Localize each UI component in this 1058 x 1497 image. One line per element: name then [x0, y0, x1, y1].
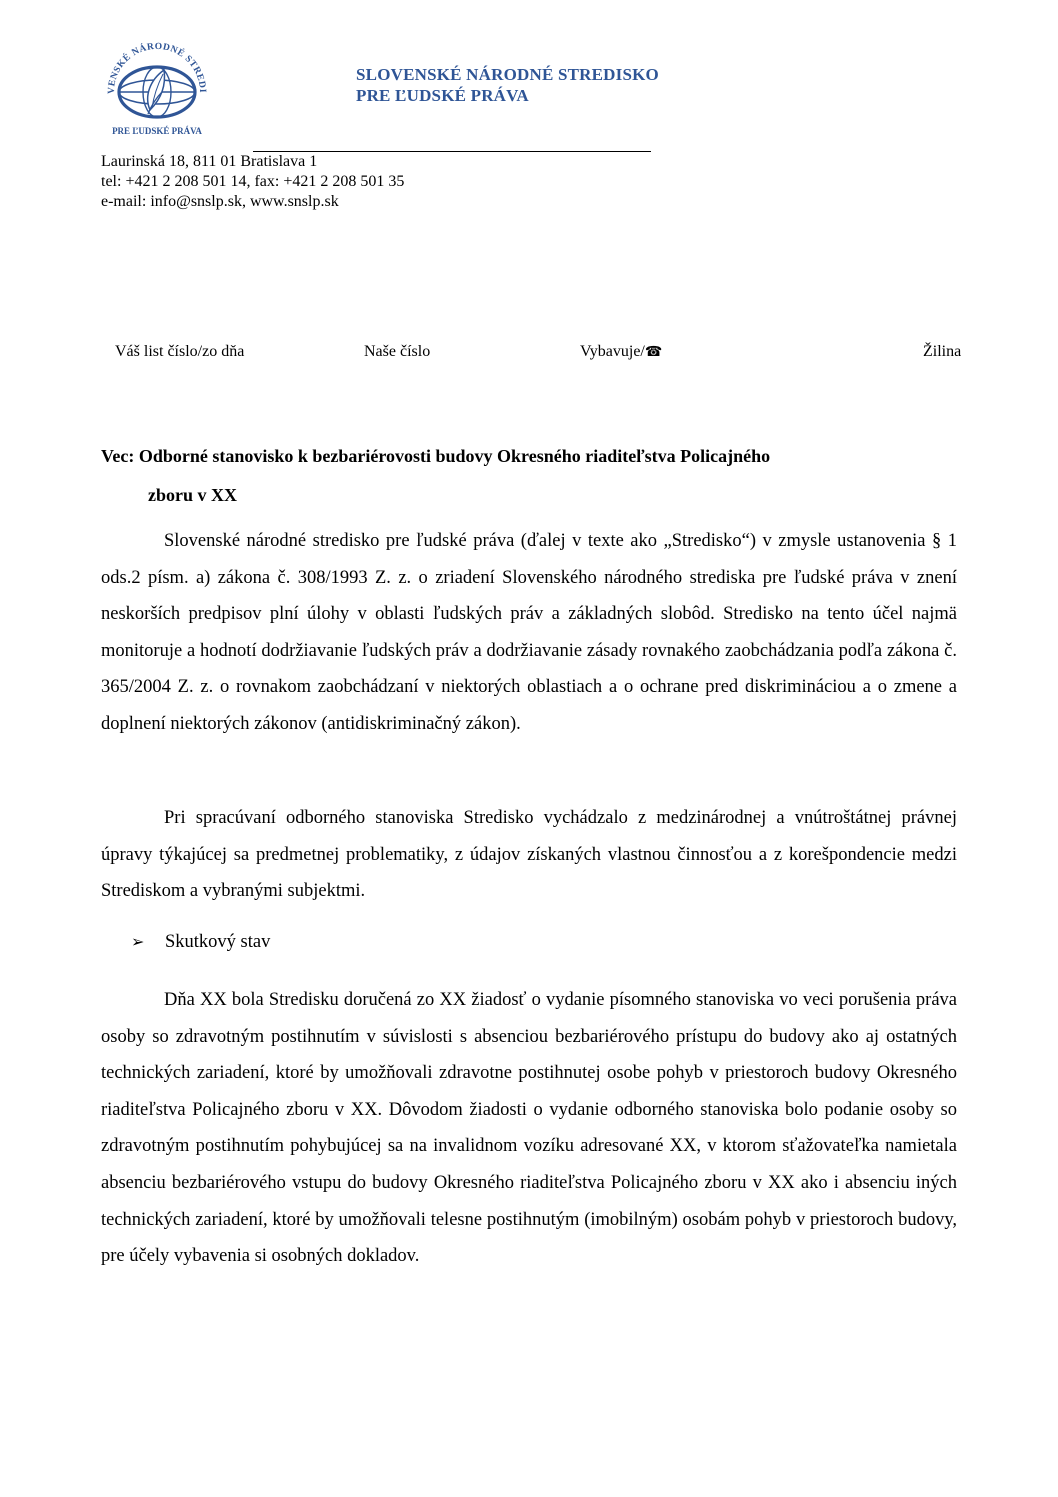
organization-name-line-1: SLOVENSKÉ NÁRODNÉ STREDISKO	[356, 65, 659, 84]
section-heading-text: Skutkový stav	[165, 932, 271, 952]
organization-name	[356, 64, 659, 106]
handled-by-label	[580, 343, 662, 361]
section-heading-facts	[131, 932, 270, 953]
arrowhead-bullet-icon: ➢	[131, 932, 145, 951]
your-letter-label: Váš list číslo/zo dňa	[115, 343, 245, 360]
subject-line-continuation: zboru v XX	[148, 485, 237, 505]
place-label: Žilina	[923, 343, 962, 360]
intro-paragraph: Slovenské národné stredisko pre ľudské práva (ďalej v texte ako „Stredisko“) v zmysle ustanovenia § 1 ods.2 písm. a) zákona č. 308/1993 Z. z. o zriadení Slovenského národného strediska pre ľudské práva v znení neskorších predpisov plní úlohy v oblasti ľudských práv a základných slobôd. Stredisko na tento účel najmä monitoruje a hodnotí dodržiavanie ľudských práv a dodržiavanie zásady rovnakého zaobchádzania podľa zákona č. 365/2004 Z. z. o rovnakom zaobchádzaní v niektorých oblastiach a o ochrane pred diskrimináciou a o zmene a doplnení niektorých zákonov (antidiskriminačný zákon).	[101, 531, 957, 734]
handled-by-text: Vybavuje/	[580, 343, 645, 360]
svg-text:SLOVENSKÉ NÁRODNÉ STREDISKO	[92, 30, 207, 94]
facts-paragraph: Dňa XX bola Stredisku doručená zo XX žiadosť o vydanie písomného stanoviska vo veci porušenia práva osoby so zdravotným postihnutím v súvislosti s absenciou bezbariérového prístupu do budovy ako aj ostatných technických zariadení, ktoré by umožňovali zdravotne postihnutej osobe pohyb v priestoroch budovy Okresného riaditeľstva Policajného zboru v XX. Dôvodom žiadosti o vydanie odborného stanoviska bolo podanie osoby so zdravotným postihnutím pohybujúcej sa na invalidnom vozíku adresované XX, v ktorom sťažovateľka namietala absenciu bezbariérového vstupu do budovy Okresného riaditeľstva Policajného zboru v XX ako i absenciu iných technických zariadení, ktoré by umožňovali telesne postihnutým (imobilným) osobám pohyb v priestoroch budovy, pre účely vybavenia si osobných dokladov.	[101, 990, 957, 1267]
subject-line: Vec: Odborné stanovisko k bezbariérovosti budovy Okresného riaditeľstva Policajného	[101, 446, 771, 466]
logo-ring-text: VENSKÉ NÁRODNÉ STREDI	[106, 41, 208, 95]
contact-block	[101, 152, 404, 212]
organization-logo	[92, 30, 222, 148]
email-web-line: e-mail: info@snslp.sk, www.snslp.sk	[101, 193, 339, 210]
address-line: Laurinská 18, 811 01 Bratislava 1	[101, 153, 318, 170]
telephone-icon: ☎	[644, 344, 663, 360]
sources-paragraph: Pri spracúvaní odborného stanoviska Stredisko vychádzalo z medzinárodnej a vnútroštátnej právnej úpravy týkajúcej sa predmetnej problematiky, z údajov získaných vlastnou činnosťou a z korešpondencie medzi Strediskom a vybranými subjektmi.	[101, 808, 957, 902]
globe-leaf-emblem-icon	[92, 30, 222, 148]
logo-caption: PRE ĽUDSKÉ PRÁVA	[112, 126, 202, 136]
our-number-label: Naše číslo	[364, 343, 431, 360]
organization-name-line-2: PRE ĽUDSKÉ PRÁVA	[356, 86, 529, 105]
phone-fax-line: tel: +421 2 208 501 14, fax: +421 2 208 501 35	[101, 173, 405, 190]
